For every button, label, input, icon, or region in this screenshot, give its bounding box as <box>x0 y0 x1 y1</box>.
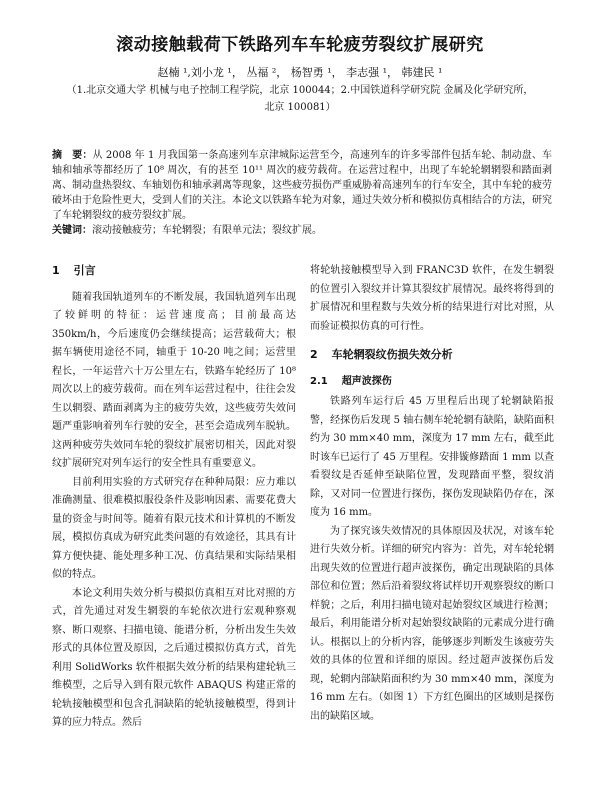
affiliation-line-1: （1.北京交通大学 机械与电子控制工程学院，北京 100044；2.中国铁道科学研究院 金属及化学研究所， <box>66 85 534 96</box>
keywords-label: 关键词： <box>52 225 92 236</box>
section-2-paragraph-1: 铁路列车运行后 45 万里程后出现了轮辋缺陷报警，经探伤后发现 5 轴右侧车轮轮辋有缺陷，缺陷面积约为 30 mm×40 mm，深度为 17 mm 左右，截至此时该车已运行了 45 万里程。安排镟修踏面 1 mm 以查看裂纹是否延伸至缺陷位置，发现踏面平整，裂纹消除，又对同一位置进行探伤，探伤发现缺陷仍存在，深度为 16 mm。 <box>310 396 554 518</box>
keywords-text: 滚动接触疲劳；车轮辋裂；有限单元法；裂纹扩展。 <box>92 225 322 236</box>
paper-title: 滚动接触载荷下铁路列车车轮疲劳裂纹扩展研究 <box>116 35 484 55</box>
section-1-paragraph-3: 本论文利用失效分析与模拟仿真相互对比对照的方式，首先通过对发生辋裂的车轮依次进行宏观种察观察、断口观察、扫描电镜、能谱分析，分析出发生失效形式的具体位置及原因，之后通过模拟仿真方式，首先利用 SolidWorks 软件根据失效分析的结果构建轮轨三维模型，之后导入到有限元软件 ABAQUS 构建正常的轮轨接触模型和包含孔洞缺陷的轮轨接触模型，得到计算的应力特点。然后 <box>52 587 296 728</box>
subsection-2-1-title: 超声波探伤 <box>341 375 392 387</box>
continued-paragraph: 将轮轨接触模型导入到 FRANC3D 软件，在发生辋裂的位置引入裂纹并计算其裂纹扩展情况。最终将得到的扩展情况和里程数与失效分析的结果进行对比对照，从而验证模拟仿真的可行性。 <box>310 265 554 332</box>
author-list: 赵楠 ¹,刘小龙 ¹， 丛福 ²， 杨智勇 ¹， 李志强 ¹， 韩建民 ¹ <box>157 66 443 79</box>
subsection-2-1-heading <box>310 373 554 392</box>
abstract-paragraph <box>52 148 552 223</box>
section-1-paragraph-1: 随着我国轨道列车的不断发展，我国轨道列车出现了较鲜明的特征：运营速度高；目前最高达 350km/h，今后速度仍会继续提高；运营载荷大；根据车辆使用途径不同，轴重于 10-20 吨之间；运营里程长，一年运营六十万公里左右，铁路车轮经历了 10⁸ 周次以上的疲劳载荷。而在列车运营过程中，往往会发生以辋裂、踏面剥离为主的疲劳失效，这些疲劳失效问题严重影响着列车行驶的安全，甚至会造成列车脱轨。这两种疲劳失效同车轮的裂纹扩展密切相关，因此对裂纹扩展研究对列车运行的安全性具有重要意义。 <box>52 291 296 469</box>
section-2-number: 2 <box>310 348 318 361</box>
abstract-label: 摘 要： <box>52 150 93 161</box>
section-1-heading <box>52 262 296 281</box>
abstract-text: 从 2008 年 1 月我国第一条高速列车京津城际运营至今，高速列车的许多零部件包括车轮、制动盘、车轴和轴承等都经历了 10⁸ 周次，有的甚至 10¹¹ 周次的疲劳载荷。在运营过程中，出现了车轮轮辋辋裂和踏面剥离、制动盘热裂纹、车轴划伤和轴承剥离等现象，这些疲劳损伤严重威胁着高速列车的行车安全，其中车轮的疲劳破坏由于危险性更大，受到人们的关注。本论文以铁路车轮为对象，通过失效分析和模拟仿真相结合的方法，研究了车轮辋裂纹的疲劳裂纹扩展。 <box>52 150 553 221</box>
section-2-heading <box>310 346 554 365</box>
subsection-2-1-number: 2.1 <box>310 375 328 387</box>
section-1-number: 1 <box>52 264 60 277</box>
affiliation-block <box>55 82 545 116</box>
abstract-block <box>52 148 552 238</box>
section-2-title: 车轮辋裂纹伤损失效分析 <box>331 348 453 361</box>
section-1-title: 引言 <box>73 264 96 277</box>
keywords-paragraph <box>52 223 552 238</box>
section-1-paragraph-2: 目前利用实验的方式研究存在种种局限：应力难以准确测量、很难模拟服役条件及影响因素、需要花费大量的资金与时间等。随着有限元技术和计算机的不断发展，模拟仿真成为研究此类问题的有效途径，其具有计算方便快捷、能处理多种工况、仿真结果和实际结果相似的特点。 <box>52 476 296 580</box>
section-2-paragraph-2: 为了探究该失效情况的具体原因及状况，对该车轮进行失效分析。详细的研究内容为：首先，对车轮轮辋出现失效的位置进行超声波探伤，确定出现缺陷的具体部位和位置；然后沿着裂纹将试样切开观察裂纹的断口样貌；之后，利用扫描电镜对起始裂纹区域进行检测；最后，利用能谱分析对起始裂纹缺陷的元素成分进行确认。根据以上的分析内容，能够逐步判断发生该疲劳失效的具体的位置和详细的原因。经过超声波探伤后发现，轮辋内部缺陷面积约为 30 mm×40 mm，深度为 16 mm 左右。（如图 1）下方红色圈出的区域则是探伤出的缺陷区域。 <box>310 525 554 722</box>
right-column <box>310 262 554 726</box>
left-column <box>52 262 296 733</box>
affiliation-line-2: 北京 100081） <box>264 102 336 113</box>
